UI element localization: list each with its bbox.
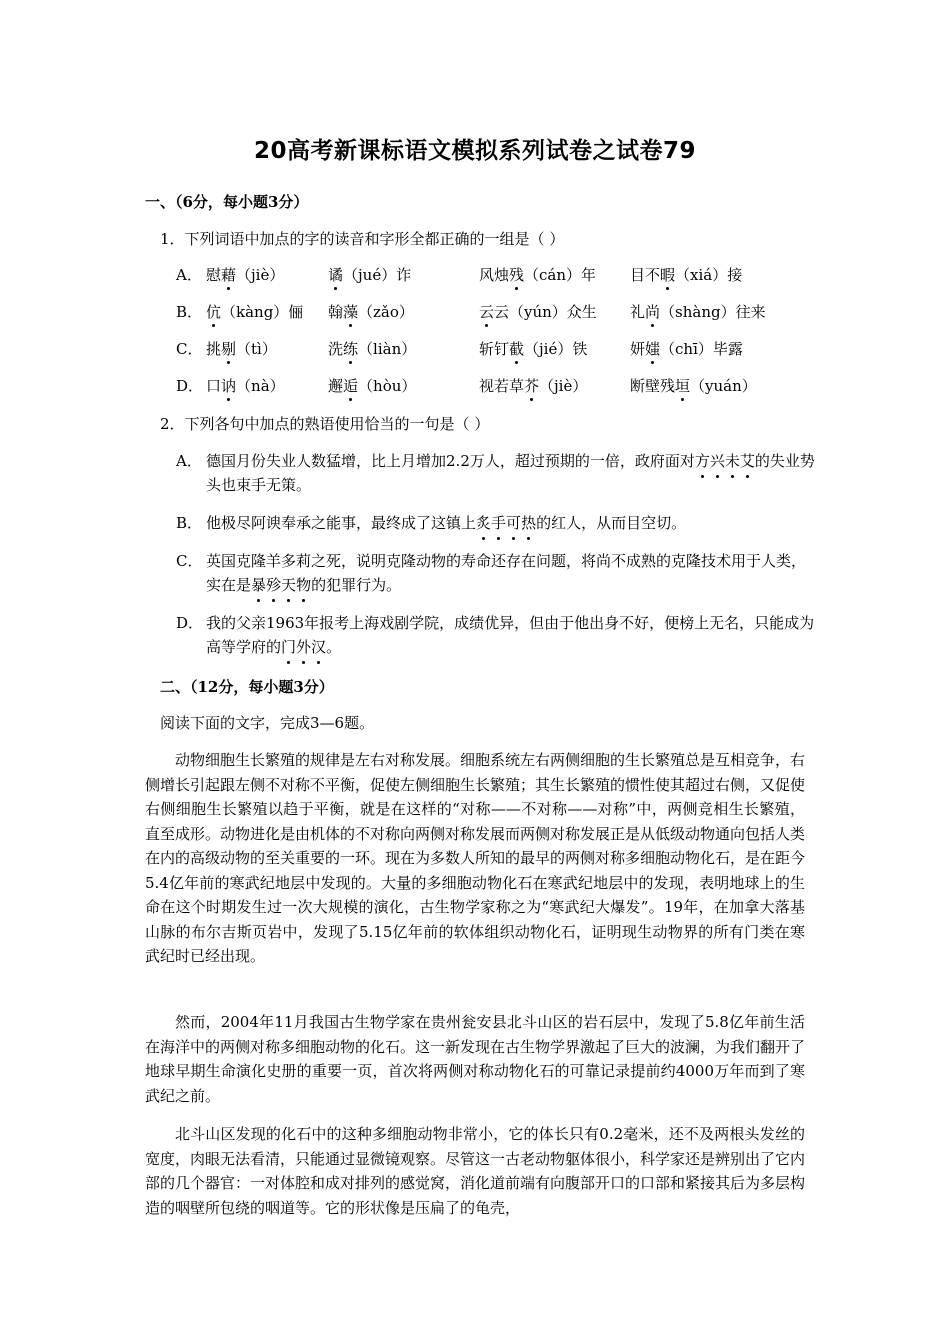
word-text: （tì） (236, 340, 277, 358)
dotted-character: 兴 (710, 449, 725, 473)
option-text-before: 我的父亲1963年报考上海戏剧学院，成绩优异，但由于他出身不好，便榜上无名，只能成为高等学府的 (206, 614, 815, 656)
word-text: （xiá）接 (675, 266, 743, 284)
word-text: （jié）铁 (524, 340, 588, 358)
q1-option-word (206, 375, 285, 396)
dotted-character: 残 (509, 266, 525, 284)
q1-option-word (479, 264, 596, 285)
word-text: 视若草 (479, 377, 525, 395)
dotted-character: 外 (296, 635, 311, 659)
q1-option-row (176, 338, 816, 362)
word-text: （jiè） (539, 377, 588, 395)
option-text-after: 。 (326, 638, 342, 656)
dotted-character: 云 (479, 303, 495, 321)
section-2-header: 二、（12分，每小题3分） (160, 678, 334, 696)
dotted-character: 暴 (251, 573, 266, 597)
word-text: （nà） (236, 377, 285, 395)
option-label: D． (176, 377, 204, 395)
q1-option-word (479, 301, 597, 322)
q2-option (176, 511, 816, 535)
word-text: 洗 (328, 340, 344, 358)
word-text: （yuán） (690, 377, 757, 395)
passage-paragraph-3: 北斗山区发现的化石中的这种多细胞动物非常小，它的体长只有0.2毫米，还不及两根头发丝的宽度，肉眼无法看清，只能通过显微镜观察。尽管这一古老动物躯体很小，科学家还是辨别出了它内部的几个器官：一对体腔和成对排列的感觉窝，消化道前端有向腹部开口的口部和紧接其后为多层构造的咽壁所包绕的咽道等。它的形状像是压扁了的龟壳， (145, 1125, 806, 1217)
word-text: （zǎo） (358, 303, 414, 321)
q1-option-word (630, 301, 766, 322)
q1-option-word (206, 301, 303, 322)
word-text: （hòu） (358, 377, 417, 395)
option-label: A． (176, 266, 202, 284)
question-2-stem: 2．下列各句中加点的熟语使用恰当的一句是（ ） (160, 415, 490, 433)
dotted-character: 谲 (328, 266, 344, 284)
word-text: 礼 (630, 303, 646, 321)
option-label: D． (176, 614, 204, 632)
word-text: （kàng）俪 (221, 303, 304, 321)
q1-option-word (328, 338, 416, 359)
word-text: 断壁残 (630, 377, 676, 395)
word-text: （liàn） (358, 340, 417, 358)
word-text: （shàng）往来 (660, 303, 766, 321)
page-title: 20高考新课标语文模拟系列试卷之试卷79 (253, 138, 696, 164)
option-label: A． (176, 452, 202, 470)
q1-option-word (479, 338, 587, 359)
passage-paragraph-2: 然而，2004年11月我国古生物学家在贵州瓮安县北斗山区的岩石层中，发现了5.8亿年前生活在海洋中的两侧对称多细胞动物的化石。这一新发现在古生物学界激起了巨大的波澜，为我们翻开了地球早期生命演化史册的重要一页，首次将两侧对称动物化石的可靠记录提前约4000万年而到了寒武纪之前。 (145, 1013, 806, 1105)
dotted-character: 芥 (524, 377, 540, 395)
q1-option-word (328, 264, 411, 285)
word-text: 口 (206, 377, 222, 395)
passage-paragraph-1: 动物细胞生长繁殖的规律是左右对称发展。细胞系统左右两侧细胞的生长繁殖总是互相竞争，右侧增长引起跟左侧不对称不平衡，促使左侧细胞生长繁殖；其生长繁殖的惯性使其超过右侧，又促使右侧细胞生长繁殖以趋于平衡，就是在这样的“对称——不对称——对称”中，两侧竞相生长繁殖，直至成形。动物进化是由机体的不对称向两侧对称发展而两侧对称发展正是从低级动物通向包括人类在内的高级动物的至关重要的一环。现在为多数人所知的最早的两侧对称多细胞动物化石，是在距今5.4亿年前的寒武纪地层中发现的。大量的多细胞动物化石在寒武纪地层中的发现，表明地球上的生命在这个时期发生过一次大规模的演化，古生物学家称之为“寒武纪大爆发”。19年，在加拿大落基山脉的布尔吉斯页岩中，发现了5.15亿年前的软体组织动物化石，证明现生动物界的所有门类在寒武纪时已经出现。 (145, 751, 806, 965)
dotted-character: 媸 (645, 340, 661, 358)
word-text: 斩钉 (479, 340, 510, 358)
dotted-character: 藉 (221, 266, 237, 284)
word-text: （chī）毕露 (660, 340, 743, 358)
option-text-before: 德国月份失业人数猛增，比上月增加2.2万人，超过预期的一倍，政府面对 (206, 452, 695, 470)
dotted-character: 截 (509, 340, 525, 358)
dotted-character: 手 (491, 511, 506, 535)
q1-option-word (328, 301, 414, 322)
word-text: 风烛 (479, 266, 510, 284)
dotted-character: 未 (725, 449, 740, 473)
dotted-character: 练 (343, 340, 359, 358)
dotted-character: 逅 (343, 377, 359, 395)
option-text (176, 549, 816, 597)
q1-option-row (176, 264, 816, 288)
option-text-before: 英国克隆羊多莉之死，说明克隆动物的寿命还存在问题，将尚不成熟的克隆技术用于人类，实在是 (206, 552, 807, 594)
dotted-character: 垣 (675, 377, 691, 395)
word-text: 云（yún）众生 (494, 303, 597, 321)
option-label: C． (176, 552, 203, 570)
option-text (176, 611, 816, 659)
word-text: （cán）年 (524, 266, 597, 284)
dotted-character: 伉 (206, 303, 222, 321)
word-text: 慰 (206, 266, 222, 284)
reading-instruction: 阅读下面的文字，完成3—6题。 (160, 714, 375, 732)
q1-option-word (328, 375, 416, 396)
word-text: 挑 (206, 340, 222, 358)
dotted-character: 汉 (311, 635, 326, 659)
word-text: （jué）诈 (343, 266, 412, 284)
word-text: 翰 (328, 303, 344, 321)
dotted-character: 剔 (221, 340, 237, 358)
word-text: 邂 (328, 377, 344, 395)
q2-option (176, 449, 816, 497)
q1-option-word (206, 338, 277, 359)
option-text-before: 他极尽阿谀奉承之能事，最终成了这镇上 (206, 514, 477, 532)
dotted-character: 炙 (476, 511, 491, 535)
dotted-character: 可 (506, 511, 521, 535)
section-1-header: 一、（6分，每小题3分） (145, 193, 309, 211)
dotted-character: 门 (281, 635, 296, 659)
option-text-after: 的红人，从而目空切。 (536, 514, 687, 532)
q1-option-word (630, 338, 743, 359)
option-text (176, 449, 816, 497)
dotted-character: 藻 (343, 303, 359, 321)
option-label: C． (176, 340, 203, 358)
q2-option (176, 611, 816, 659)
option-text (176, 511, 816, 535)
dotted-character: 艾 (740, 449, 755, 473)
word-text: 妍 (630, 340, 646, 358)
dotted-character: 天 (281, 573, 296, 597)
word-text: 目不 (630, 266, 661, 284)
q1-option-word (206, 264, 284, 285)
question-1-stem: 1．下列词语中加点的字的读音和字形全都正确的一组是（ ） (160, 230, 565, 248)
q2-option (176, 549, 816, 597)
q1-option-row (176, 301, 816, 325)
q1-option-row (176, 375, 816, 399)
dotted-character: 讷 (221, 377, 237, 395)
dotted-character: 物 (296, 573, 311, 597)
word-text: （jiè） (236, 266, 285, 284)
option-label: B． (176, 303, 203, 321)
dotted-character: 暇 (660, 266, 676, 284)
dotted-character: 方 (695, 449, 710, 473)
option-label: B． (176, 514, 203, 532)
q1-option-word (479, 375, 587, 396)
q1-option-word (630, 264, 742, 285)
dotted-character: 尚 (645, 303, 661, 321)
dotted-character: 殄 (266, 573, 281, 597)
option-text-after: 的失业势头也束手无策。 (206, 452, 815, 494)
q1-option-word (630, 375, 757, 396)
option-text-after: 的犯罪行为。 (311, 576, 402, 594)
dotted-character: 热 (521, 511, 536, 535)
